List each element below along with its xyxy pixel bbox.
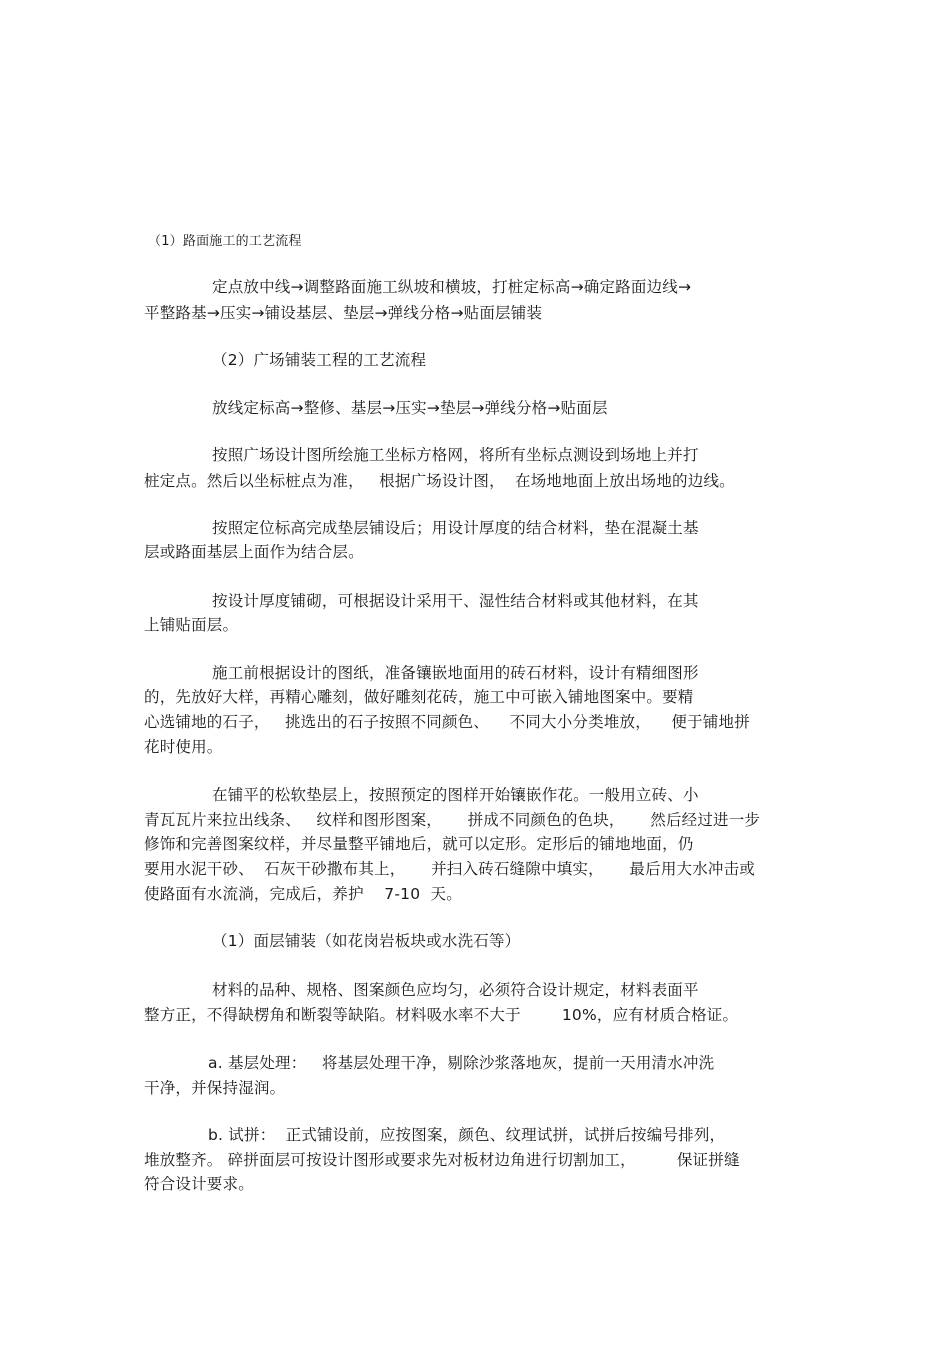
- paragraph-line: 使路面有水流淌，完成后，养护 7-10 天。: [144, 885, 462, 903]
- paragraph-line: 按照广场设计图所绘施工坐标方格网，将所有坐标点测设到场地上并打: [212, 446, 699, 464]
- paragraph-line: 按照定位标高完成垫层铺设后；用设计厚度的结合材料，垫在混凝土基: [212, 519, 699, 537]
- section-heading-road: （1）路面施工的工艺流程: [148, 234, 302, 249]
- paragraph-line: 的，先放好大样，再精心雕刻，做好雕刻花砖，施工中可嵌入铺地图案中。要精: [144, 688, 694, 706]
- paragraph-line: 整方正，不得缺楞角和断裂等缺陷。材料吸水率不大于 10%，应有材质合格证。: [144, 1006, 739, 1024]
- paragraph-line: 花时使用。: [144, 738, 223, 756]
- paragraph-line: 上铺贴面层。: [144, 616, 239, 634]
- paragraph-line: 青瓦瓦片来拉出线条、 纹样和图形图案， 拼成不同颜色的色块， 然后经过进一步: [144, 811, 761, 829]
- paragraph-line: 平整路基→压实→铺设基层、垫层→弹线分格→贴面层铺装: [144, 304, 543, 322]
- paragraph-line: 干净，并保持湿润。: [144, 1079, 286, 1097]
- paragraph-line: 符合设计要求。: [144, 1175, 254, 1193]
- paragraph-line: 桩定点。然后以坐标桩点为准， 根据广场设计图， 在场地地面上放出场地的边线。: [144, 472, 735, 490]
- paragraph-line: b. 试拼： 正式铺设前，应按图案，颜色、纹理试拼，试拼后按编号排列，: [208, 1126, 726, 1144]
- paragraph-line: 放线定标高→整修、基层→压实→垫层→弹线分格→贴面层: [212, 399, 608, 417]
- paragraph-line: 堆放整齐。 碎拼面层可按设计图形或要求先对板材边角进行切割加工， 保证拼缝: [144, 1151, 740, 1169]
- paragraph-line: 心选铺地的石子， 挑选出的石子按照不同颜色、 不同大小分类堆放， 便于铺地拼: [144, 713, 750, 731]
- paragraph-line: 施工前根据设计的图纸，准备镶嵌地面用的砖石材料，设计有精细图形: [212, 664, 699, 682]
- section-heading-plaza: （2）广场铺装工程的工艺流程: [212, 351, 427, 369]
- paragraph-line: 要用水泥干砂、 石灰干砂撒布其上， 并扫入砖石缝隙中填实， 最后用大水冲击或: [144, 860, 756, 878]
- section-heading-surface: （1）面层铺装（如花岗岩板块或水洗石等）: [212, 932, 521, 950]
- paragraph-line: 按设计厚度铺砌，可根据设计采用干、湿性结合材料或其他材料，在其: [212, 592, 699, 610]
- paragraph-line: 在铺平的松软垫层上，按照预定的图样开始镶嵌作花。一般用立砖、小: [212, 786, 699, 804]
- paragraph-line: 定点放中线→调整路面施工纵坡和横坡，打桩定标高→确定路面边线→: [212, 278, 692, 296]
- paragraph-line: 材料的品种、规格、图案颜色应均匀，必须符合设计规定，材料表面平: [212, 981, 699, 999]
- paragraph-line: a. 基层处理： 将基层处理干净，剔除沙浆落地灰，提前一天用清水冲洗: [208, 1054, 715, 1072]
- paragraph-line: 修饰和完善图案纹样，并尽量整平铺地后，就可以定形。定形后的铺地地面，仍: [144, 835, 694, 853]
- paragraph-line: 层或路面基层上面作为结合层。: [144, 543, 364, 561]
